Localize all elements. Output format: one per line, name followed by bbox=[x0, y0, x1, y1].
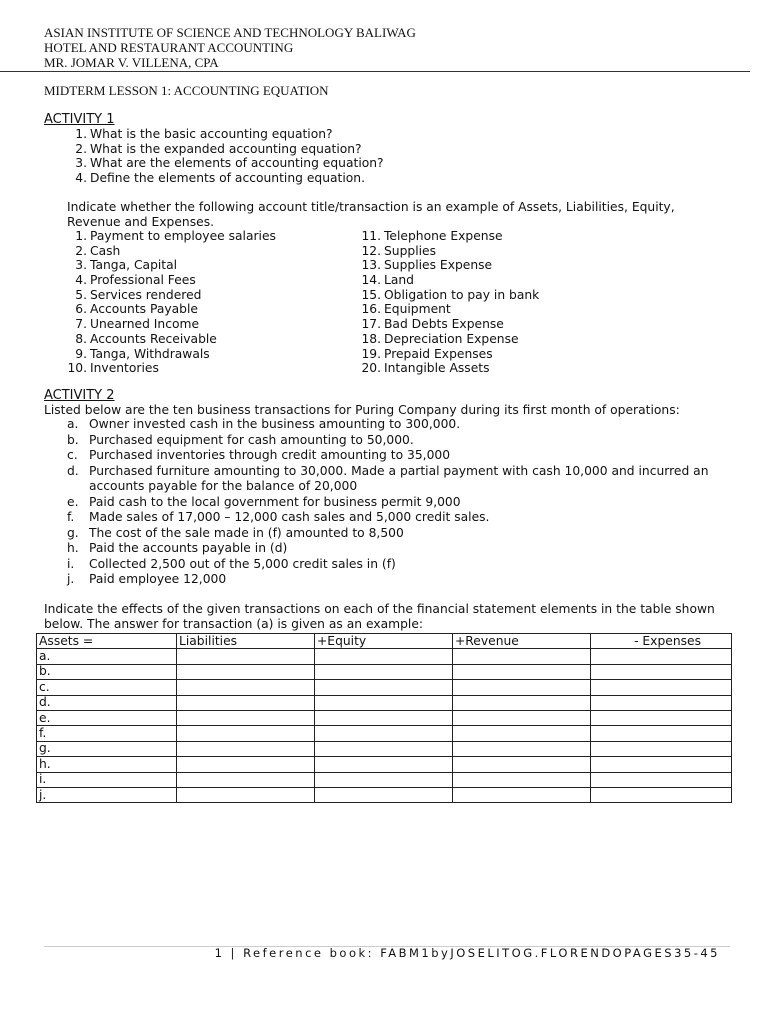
list-item bbox=[67, 302, 276, 317]
item-number: 20. bbox=[361, 361, 381, 376]
table-cell bbox=[591, 757, 732, 772]
item-number: 2. bbox=[75, 243, 87, 258]
table-cell bbox=[591, 772, 732, 787]
item-text: Bad Debts Expense bbox=[384, 317, 504, 332]
item-text: Owner invested cash in the business amounting to 300,000. bbox=[89, 417, 461, 431]
table-cell bbox=[591, 649, 732, 664]
item-text: Tanga, Capital bbox=[90, 258, 178, 273]
table-cell bbox=[177, 787, 315, 802]
table-cell bbox=[315, 726, 453, 741]
item-text: Made sales of 17,000 – 12,000 cash sales and 5,000 credit sales. bbox=[89, 510, 490, 524]
table-cell bbox=[315, 741, 453, 756]
table-cell bbox=[177, 772, 315, 787]
header-divider bbox=[0, 71, 750, 72]
list-item bbox=[67, 332, 276, 347]
item-text: Services rendered bbox=[90, 287, 202, 302]
page-footer: 1 | Reference book: FABM1byJOSELITOG.FLORENDOPAGES35-45 bbox=[214, 946, 720, 960]
table-cell bbox=[315, 649, 453, 664]
list-item bbox=[361, 361, 539, 376]
list-item bbox=[67, 433, 717, 449]
table-row bbox=[37, 710, 732, 725]
column-header-revenue: +Revenue bbox=[453, 634, 591, 649]
table-cell bbox=[315, 757, 453, 772]
table-cell bbox=[591, 726, 732, 741]
table-cell bbox=[177, 741, 315, 756]
list-item bbox=[67, 417, 717, 433]
item-text: Depreciation Expense bbox=[384, 331, 519, 346]
row-label: b. bbox=[37, 664, 177, 679]
item-text: Payment to employee salaries bbox=[90, 229, 276, 243]
item-number: 8. bbox=[75, 331, 87, 346]
item-number: 2. bbox=[75, 141, 87, 156]
table-cell bbox=[177, 726, 315, 741]
list-item bbox=[67, 347, 276, 362]
list-item bbox=[67, 510, 717, 526]
table-cell bbox=[453, 680, 591, 695]
list-item bbox=[67, 317, 276, 332]
table-cell bbox=[315, 664, 453, 679]
item-number: 7. bbox=[75, 317, 87, 332]
item-number: 1. bbox=[75, 127, 87, 141]
lesson-title: MIDTERM LESSON 1: ACCOUNTING EQUATION bbox=[44, 83, 329, 98]
row-label: h. bbox=[37, 757, 177, 772]
list-item bbox=[67, 258, 276, 273]
row-label: e. bbox=[37, 710, 177, 725]
table-cell bbox=[591, 695, 732, 710]
item-number: 18. bbox=[361, 331, 381, 346]
item-text: What is the expanded accounting equation? bbox=[90, 141, 362, 156]
item-number: 12. bbox=[361, 243, 381, 258]
table-cell bbox=[453, 710, 591, 725]
table-cell bbox=[453, 726, 591, 741]
table-row bbox=[37, 772, 732, 787]
table-cell bbox=[453, 695, 591, 710]
table-cell bbox=[453, 664, 591, 679]
table-row bbox=[37, 695, 732, 710]
list-item bbox=[67, 288, 276, 303]
table-cell bbox=[453, 787, 591, 802]
table-cell bbox=[315, 680, 453, 695]
list-item bbox=[67, 127, 384, 142]
list-item bbox=[67, 361, 276, 376]
table-cell bbox=[177, 695, 315, 710]
item-number: 14. bbox=[361, 273, 381, 288]
item-letter: j. bbox=[67, 572, 75, 586]
table-cell bbox=[177, 680, 315, 695]
item-text: Supplies bbox=[384, 243, 437, 258]
list-item bbox=[67, 572, 717, 588]
effects-table bbox=[36, 633, 732, 803]
table-row bbox=[37, 726, 732, 741]
activity1-instruction-line1: Indicate whether the following account title/transaction is an example of Assets, Liabilities, Equity, bbox=[67, 200, 675, 214]
table-cell bbox=[177, 757, 315, 772]
table-cell bbox=[453, 741, 591, 756]
item-text: Unearned Income bbox=[90, 317, 200, 332]
item-letter: h. bbox=[67, 541, 79, 555]
list-item bbox=[361, 332, 539, 347]
item-letter: e. bbox=[67, 494, 79, 509]
list-item bbox=[361, 273, 539, 288]
table-row bbox=[37, 757, 732, 772]
item-number: 17. bbox=[361, 317, 381, 332]
list-item bbox=[67, 142, 384, 157]
column-header-equity: +Equity bbox=[315, 634, 453, 649]
row-label: f. bbox=[37, 726, 177, 741]
item-text: Equipment bbox=[384, 302, 451, 317]
item-number: 19. bbox=[361, 346, 381, 361]
row-label: i. bbox=[37, 772, 177, 787]
activity1-questions bbox=[67, 127, 384, 186]
item-text: Tanga, Withdrawals bbox=[90, 346, 210, 361]
item-text: Paid cash to the local government for business permit 9,000 bbox=[89, 494, 461, 509]
item-number: 13. bbox=[361, 258, 381, 273]
table-cell bbox=[591, 680, 732, 695]
item-number: 11. bbox=[361, 229, 381, 243]
item-text: The cost of the sale made in (f) amounted to 8,500 bbox=[89, 525, 404, 540]
course-name: HOTEL AND RESTAURANT ACCOUNTING bbox=[44, 40, 294, 55]
item-text: Purchased inventories through credit amounting to 35,000 bbox=[89, 448, 451, 462]
table-row bbox=[37, 680, 732, 695]
item-text: Accounts Receivable bbox=[90, 331, 217, 346]
item-letter: b. bbox=[67, 432, 79, 447]
item-number: 10. bbox=[67, 361, 87, 376]
row-label: c. bbox=[37, 680, 177, 695]
table-cell bbox=[315, 787, 453, 802]
list-item bbox=[67, 244, 276, 259]
item-number: 16. bbox=[361, 302, 381, 317]
item-number: 15. bbox=[361, 287, 381, 302]
list-item bbox=[67, 464, 717, 495]
table-row bbox=[37, 741, 732, 756]
item-text: What is the basic accounting equation? bbox=[90, 127, 333, 141]
item-letter: c. bbox=[67, 448, 78, 462]
item-text: Intangible Assets bbox=[384, 361, 490, 376]
activity1-heading: ACTIVITY 1 bbox=[44, 112, 115, 127]
list-item bbox=[67, 526, 717, 542]
row-label: a. bbox=[37, 649, 177, 664]
item-number: 4. bbox=[75, 171, 87, 186]
list-item bbox=[361, 288, 539, 303]
table-cell bbox=[453, 649, 591, 664]
list-item bbox=[361, 302, 539, 317]
activity1-items-left bbox=[67, 229, 276, 376]
table-cell bbox=[591, 710, 732, 725]
school-name: ASIAN INSTITUTE OF SCIENCE AND TECHNOLOGY BALIWAG bbox=[44, 25, 416, 40]
item-text: Purchased furniture amounting to 30,000. Made a partial payment with cash 10,000 and incurred an accounts payable for the balance of 20,000 bbox=[89, 463, 709, 493]
list-item bbox=[67, 273, 276, 288]
item-text: Cash bbox=[90, 243, 121, 258]
item-number: 5. bbox=[75, 287, 87, 302]
row-label: g. bbox=[37, 741, 177, 756]
item-text: Purchased equipment for cash amounting to 50,000. bbox=[89, 432, 414, 447]
item-text: Inventories bbox=[90, 361, 159, 376]
list-item bbox=[67, 495, 717, 511]
list-item bbox=[67, 171, 384, 186]
column-header-expenses: - Expenses bbox=[591, 634, 732, 649]
item-text: Paid employee 12,000 bbox=[89, 572, 227, 586]
column-header-assets: Assets = bbox=[37, 634, 177, 649]
column-header-liabilities: Liabilities bbox=[177, 634, 315, 649]
table-instruction: Indicate the effects of the given transactions on each of the financial statement elements in the table shown below. The answer for transaction (a) is given as an example: bbox=[44, 602, 715, 631]
item-text: Accounts Payable bbox=[90, 302, 198, 317]
table-header-row bbox=[37, 634, 732, 649]
table-cell bbox=[177, 710, 315, 725]
item-text: Telephone Expense bbox=[384, 229, 503, 243]
table-cell bbox=[591, 664, 732, 679]
item-text: Prepaid Expenses bbox=[384, 346, 493, 361]
item-letter: f. bbox=[67, 510, 75, 524]
table-cell bbox=[177, 649, 315, 664]
list-item bbox=[361, 258, 539, 273]
row-label: j. bbox=[37, 787, 177, 802]
table-row bbox=[37, 787, 732, 802]
table-cell bbox=[315, 710, 453, 725]
item-number: 4. bbox=[75, 273, 87, 288]
list-item bbox=[361, 229, 539, 244]
row-label: d. bbox=[37, 695, 177, 710]
transactions-list bbox=[67, 417, 717, 588]
item-text: What are the elements of accounting equation? bbox=[90, 156, 384, 171]
item-number: 1. bbox=[75, 229, 87, 243]
table-cell bbox=[453, 772, 591, 787]
item-letter: g. bbox=[67, 525, 79, 540]
item-letter: i. bbox=[67, 556, 75, 571]
item-text: Obligation to pay in bank bbox=[384, 287, 540, 302]
item-number: 9. bbox=[75, 346, 87, 361]
item-number: 3. bbox=[75, 258, 87, 273]
activity1-items-right bbox=[361, 229, 539, 376]
item-text: Define the elements of accounting equation. bbox=[90, 171, 365, 186]
list-item bbox=[361, 347, 539, 362]
list-item bbox=[67, 229, 276, 244]
activity1-instruction-line2: Revenue and Expenses. bbox=[67, 215, 215, 229]
item-text: Collected 2,500 out of the 5,000 credit sales in (f) bbox=[89, 556, 396, 571]
activity2-intro: Listed below are the ten business transactions for Puring Company during its first month of operations: bbox=[44, 403, 680, 417]
item-letter: d. bbox=[67, 463, 79, 478]
list-item bbox=[67, 541, 717, 557]
item-text: Supplies Expense bbox=[384, 258, 493, 273]
item-text: Professional Fees bbox=[90, 273, 196, 288]
list-item bbox=[361, 317, 539, 332]
table-cell bbox=[453, 757, 591, 772]
item-number: 3. bbox=[75, 156, 87, 171]
table-cell bbox=[177, 664, 315, 679]
table-row bbox=[37, 664, 732, 679]
item-text: Paid the accounts payable in (d) bbox=[89, 541, 288, 555]
table-cell bbox=[591, 787, 732, 802]
item-letter: a. bbox=[67, 417, 79, 431]
list-item bbox=[67, 557, 717, 573]
table-cell bbox=[315, 772, 453, 787]
item-number: 6. bbox=[75, 302, 87, 317]
list-item bbox=[67, 448, 717, 464]
table-cell bbox=[591, 741, 732, 756]
activity2-heading: ACTIVITY 2 bbox=[44, 388, 115, 403]
table-row bbox=[37, 649, 732, 664]
list-item bbox=[361, 244, 539, 259]
instructor-name: MR. JOMAR V. VILLENA, CPA bbox=[44, 55, 219, 70]
list-item bbox=[67, 156, 384, 171]
item-text: Land bbox=[384, 273, 414, 288]
table-cell bbox=[315, 695, 453, 710]
